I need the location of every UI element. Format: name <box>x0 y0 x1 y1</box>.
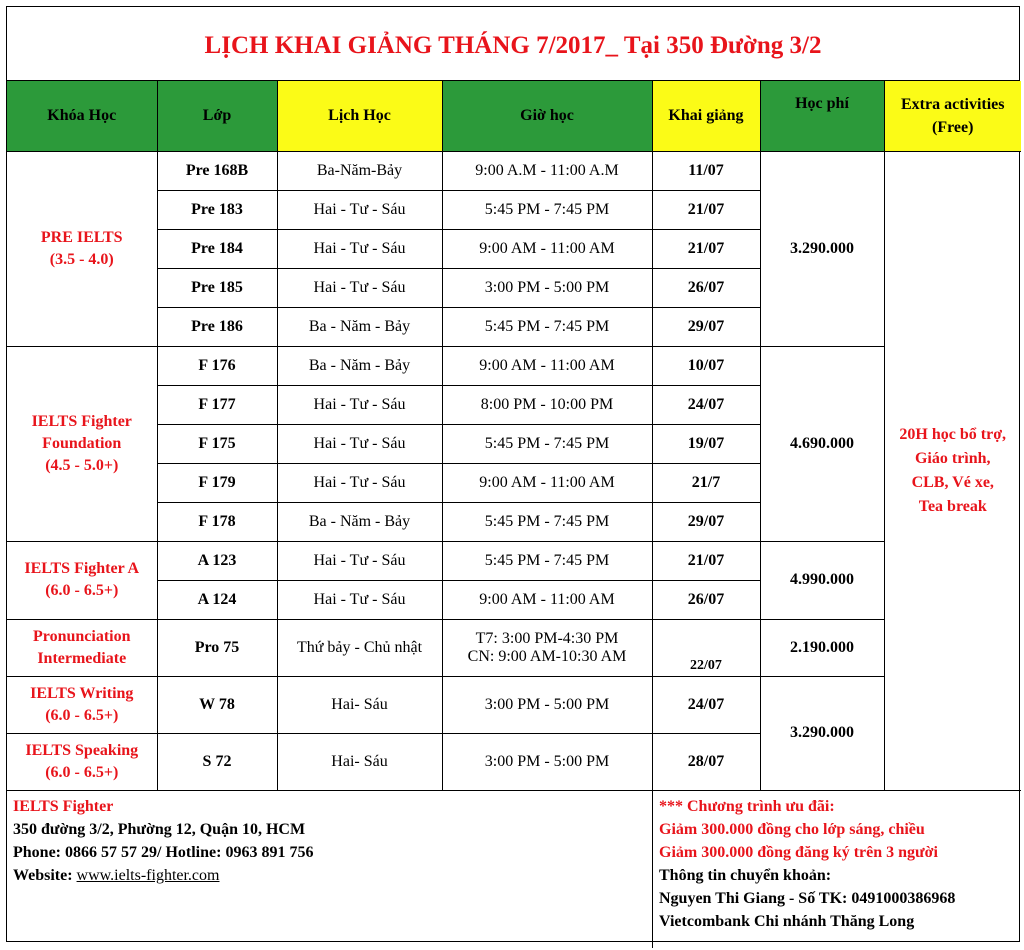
class-cell: Pre 184 <box>157 229 277 268</box>
class-cell: F 175 <box>157 424 277 463</box>
class-cell: W 78 <box>157 676 277 733</box>
time-cell: 9:00 AM - 11:00 AM <box>442 463 652 502</box>
course-level: (3.5 - 4.0) <box>49 250 114 268</box>
extra-activities <box>884 151 1021 790</box>
header-time: Giờ học <box>442 81 652 151</box>
website-link[interactable]: www.ielts-fighter.com <box>76 866 220 884</box>
phone: Phone: 0866 57 57 29/ Hotline: 0963 891 756 <box>13 843 314 861</box>
days-cell: Ba - Năm - Bảy <box>277 346 442 385</box>
table-row <box>7 151 1021 190</box>
start-cell: 22/07 <box>652 619 760 676</box>
course-name: IELTS Fighter A <box>24 560 140 577</box>
time-cell: 5:45 PM - 7:45 PM <box>442 307 652 346</box>
time-cell: 5:45 PM - 7:45 PM <box>442 502 652 541</box>
start-cell: 24/07 <box>652 676 760 733</box>
time-cell: 3:00 PM - 5:00 PM <box>442 268 652 307</box>
footer <box>7 791 1019 948</box>
time-line: CN: 9:00 AM-10:30 AM <box>467 647 627 665</box>
time-cell: 5:45 PM - 7:45 PM <box>442 541 652 580</box>
table-row <box>7 619 1021 676</box>
class-cell: F 178 <box>157 502 277 541</box>
brand-name: IELTS Fighter <box>13 797 114 815</box>
start-cell: 29/07 <box>652 307 760 346</box>
header-start: Khai giảng <box>652 81 760 151</box>
header-schedule: Lịch Học <box>277 81 442 151</box>
days-cell: Ba-Năm-Bảy <box>277 151 442 190</box>
header-fee: Học phí <box>760 81 884 151</box>
time-cell: 5:45 PM - 7:45 PM <box>442 424 652 463</box>
time-cell: 3:00 PM - 5:00 PM <box>442 733 652 790</box>
time-cell <box>442 619 652 676</box>
class-cell: F 177 <box>157 385 277 424</box>
extra-line: CLB, Vé xe, <box>911 473 994 491</box>
bank-name: Vietcombank Chi nhánh Thăng Long <box>659 912 915 930</box>
extra-line: Tea break <box>918 497 987 515</box>
course-level: (6.0 - 6.5+) <box>45 706 119 724</box>
start-cell: 21/07 <box>652 229 760 268</box>
days-cell: Hai - Tư - Sáu <box>277 463 442 502</box>
start-cell: 26/07 <box>652 268 760 307</box>
start-cell: 29/07 <box>652 502 760 541</box>
course-name: Intermediate <box>37 649 127 667</box>
bank-title: Thông tin chuyển khoản: <box>659 866 832 884</box>
start-cell: 11/07 <box>652 151 760 190</box>
days-cell: Hai - Tư - Sáu <box>277 229 442 268</box>
start-cell: 26/07 <box>652 580 760 619</box>
course-name: IELTS Fighter <box>31 412 132 430</box>
time-cell: 9:00 AM - 11:00 AM <box>442 229 652 268</box>
course-name: IELTS Writing <box>30 684 134 702</box>
schedule-document <box>6 6 1020 942</box>
class-cell: Pre 186 <box>157 307 277 346</box>
page-title: LỊCH KHAI GIẢNG THÁNG 7/2017_ Tại 350 Đường 3/2 <box>7 7 1019 81</box>
days-cell: Hai - Tư - Sáu <box>277 580 442 619</box>
time-cell: 9:00 AM - 11:00 AM <box>442 580 652 619</box>
class-cell: S 72 <box>157 733 277 790</box>
extra-line: 20H học bổ trợ, <box>899 425 1007 443</box>
fee-pre-ielts: 3.290.000 <box>760 151 884 346</box>
class-cell: Pre 168B <box>157 151 277 190</box>
fee-fighter-a: 4.990.000 <box>760 541 884 619</box>
course-name: Pronunciation <box>33 627 131 645</box>
days-cell: Ba - Năm - Bảy <box>277 502 442 541</box>
time-line: T7: 3:00 PM-4:30 PM <box>475 629 619 647</box>
start-cell: 10/07 <box>652 346 760 385</box>
promo-line: Giảm 300.000 đồng đăng ký trên 3 người <box>659 843 938 861</box>
promo-title: *** Chương trình ưu đãi: <box>659 797 835 815</box>
start-cell: 21/07 <box>652 541 760 580</box>
time-cell: 9:00 AM - 11:00 AM <box>442 346 652 385</box>
course-name: IELTS Speaking <box>25 741 139 759</box>
header-row <box>7 81 1021 151</box>
course-fighter-a <box>7 541 157 619</box>
header-class: Lớp <box>157 81 277 151</box>
fee-writing-speaking: 3.290.000 <box>760 676 884 790</box>
class-cell: Pro 75 <box>157 619 277 676</box>
course-pre-ielts <box>7 151 157 346</box>
bank-account: Nguyen Thi Giang - Số TK: 0491000386968 <box>659 889 956 907</box>
course-level: (4.5 - 5.0+) <box>45 456 119 474</box>
header-course: Khóa Học <box>7 81 157 151</box>
start-cell: 28/07 <box>652 733 760 790</box>
days-cell: Hai - Tư - Sáu <box>277 541 442 580</box>
footer-contact <box>7 791 653 948</box>
class-cell: Pre 185 <box>157 268 277 307</box>
schedule-table <box>7 81 1021 791</box>
days-cell: Hai - Tư - Sáu <box>277 190 442 229</box>
header-extra <box>884 81 1021 151</box>
course-level: (6.0 - 6.5+) <box>45 763 119 781</box>
days-cell: Hai - Tư - Sáu <box>277 268 442 307</box>
header-extra-line2: (Free) <box>932 118 974 136</box>
class-cell: F 176 <box>157 346 277 385</box>
course-name: PRE IELTS <box>40 228 123 246</box>
class-cell: Pre 183 <box>157 190 277 229</box>
days-cell: Ba - Năm - Bảy <box>277 307 442 346</box>
header-extra-line1: Extra activities <box>900 95 1005 113</box>
website-label: Website: <box>13 866 77 884</box>
class-cell: A 124 <box>157 580 277 619</box>
class-cell: A 123 <box>157 541 277 580</box>
start-cell: 24/07 <box>652 385 760 424</box>
start-cell: 19/07 <box>652 424 760 463</box>
table-row <box>7 541 1021 580</box>
class-cell: F 179 <box>157 463 277 502</box>
website <box>13 864 646 887</box>
days-cell: Thứ bảy - Chủ nhật <box>277 619 442 676</box>
time-cell: 9:00 A.M - 11:00 A.M <box>442 151 652 190</box>
extra-line: Giáo trình, <box>914 449 991 467</box>
time-cell: 5:45 PM - 7:45 PM <box>442 190 652 229</box>
days-cell: Hai - Tư - Sáu <box>277 385 442 424</box>
days-cell: Hai - Tư - Sáu <box>277 424 442 463</box>
table-row <box>7 346 1021 385</box>
promo-line: Giảm 300.000 đồng cho lớp sáng, chiều <box>659 820 925 838</box>
time-cell: 8:00 PM - 10:00 PM <box>442 385 652 424</box>
course-name: Foundation <box>42 434 122 452</box>
course-writing <box>7 676 157 733</box>
days-cell: Hai- Sáu <box>277 676 442 733</box>
start-cell: 21/07 <box>652 190 760 229</box>
fee-foundation: 4.690.000 <box>760 346 884 541</box>
address: 350 đường 3/2, Phường 12, Quận 10, HCM <box>13 820 306 838</box>
start-cell: 21/7 <box>652 463 760 502</box>
course-speaking <box>7 733 157 790</box>
time-cell: 3:00 PM - 5:00 PM <box>442 676 652 733</box>
table-row <box>7 676 1021 733</box>
days-cell: Hai- Sáu <box>277 733 442 790</box>
fee-pronunciation: 2.190.000 <box>760 619 884 676</box>
course-pronunciation <box>7 619 157 676</box>
footer-promo <box>653 791 1019 948</box>
course-foundation <box>7 346 157 541</box>
course-level: (6.0 - 6.5+) <box>45 582 119 599</box>
